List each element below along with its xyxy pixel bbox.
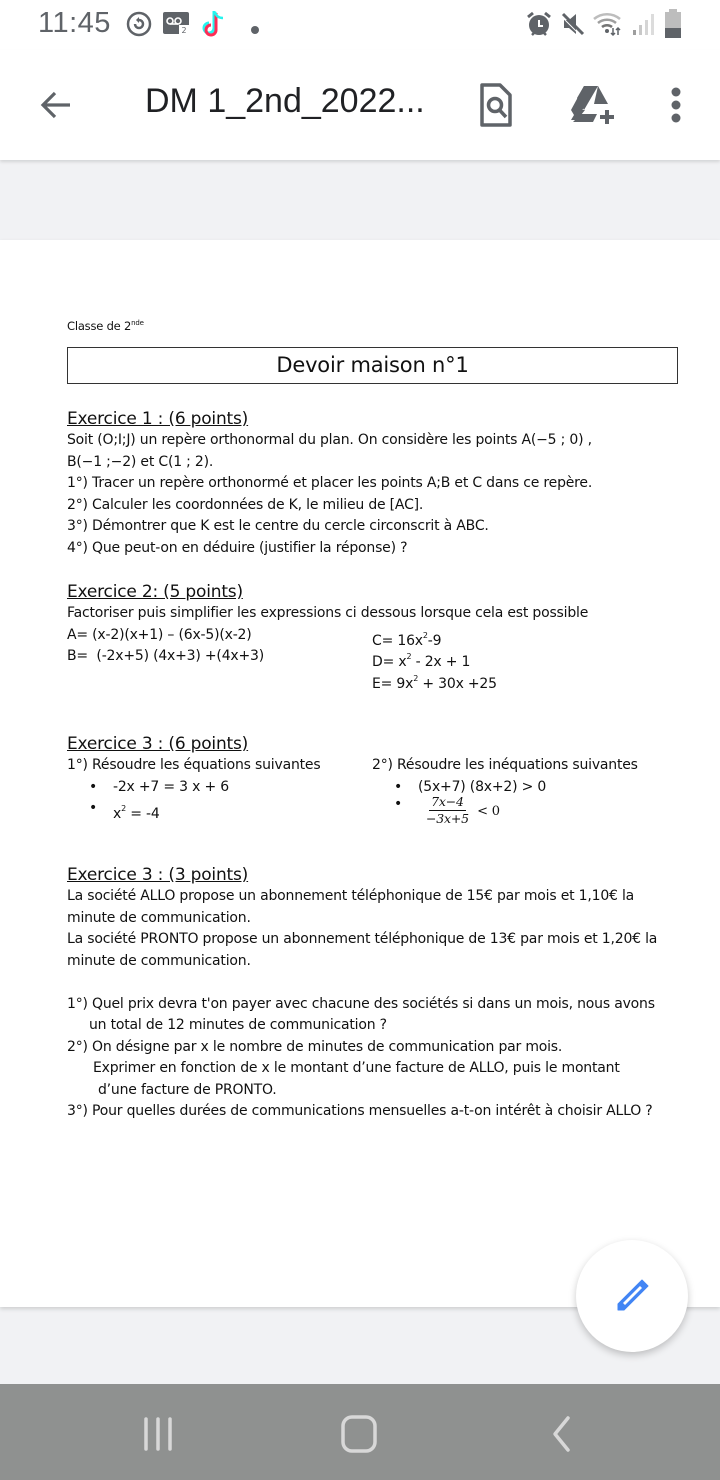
ex4-line: La société ALLO propose un abonnement téléphonique de 15€ par mois et 1,10€ la — [67, 888, 635, 904]
ex4-question-1: 1°) Quel prix devra t'on payer avec chacune des sociétés si dans un mois, nous avons — [67, 995, 655, 1012]
ex1-line: B(−1 ;−2) et C(1 ; 2). — [67, 453, 214, 470]
alarm-icon — [525, 10, 553, 42]
recent-apps-icon — [141, 1416, 175, 1452]
edit-fab-button[interactable] — [576, 1240, 688, 1352]
tiktok-icon — [200, 8, 226, 42]
arrow-back-icon — [38, 87, 74, 123]
exercise-4 — [67, 864, 679, 1123]
status-time: 11:45 — [38, 7, 111, 39]
app-bar — [0, 50, 720, 160]
equations-title: 1°) Résoudre les équations suivantes — [67, 757, 321, 773]
recent-apps-button[interactable] — [123, 1404, 193, 1464]
inequation-1: • (5x+7) (8x+2) > 0 — [372, 777, 546, 799]
ex2-intro: Factoriser puis simplifier les expressions ci dessous lorsque cela est possible — [67, 605, 589, 621]
ex4-question-2-cont: Exprimer en fonction de x le montant d’une facture de ALLO, puis le montant — [93, 1060, 620, 1076]
edit-pencil-icon — [612, 1276, 652, 1316]
home-icon — [340, 1414, 378, 1454]
ex4-question-2-cont: d’une facture de PRONTO. — [98, 1081, 277, 1098]
add-to-drive-button[interactable] — [565, 80, 621, 130]
document-page[interactable] — [0, 240, 720, 1307]
wifi-icon — [592, 11, 624, 41]
ex4-question-1-cont: un total de 12 minutes de communication ? — [89, 1017, 387, 1033]
ex4-line: minute de communication. — [67, 952, 251, 969]
inequation-2: • $\frac{7x-4}{-3x+5}$ < 0 — [372, 794, 500, 827]
ex1-line: Soit (O;I;J) un repère orthonormal du plan. On considère les points A(−5 ; 0) , — [67, 432, 592, 448]
drive-add-icon — [569, 84, 617, 126]
svg-text:2: 2 — [181, 26, 187, 35]
exercise-1 — [67, 408, 679, 559]
document-title: DM 1_2nd_2022... — [145, 82, 425, 120]
notification-dot-icon — [250, 20, 260, 39]
exercise-3-heading: Exercice 3 : (6 points) — [67, 734, 249, 754]
system-nav-bar — [0, 1384, 720, 1480]
find-in-file-button[interactable] — [472, 78, 520, 132]
exercise-1-heading: Exercice 1 : (6 points) — [67, 409, 249, 429]
class-label: Classe de 2nde — [67, 318, 144, 333]
find-in-file-icon — [479, 83, 513, 127]
exercise-2 — [67, 581, 679, 692]
equation-1: • -2x +7 = 3 x + 6 — [67, 779, 229, 795]
expression-d: $D= x^2 - 2x + 1$ — [372, 652, 471, 670]
expression-e: $E= 9x^2 + 30x +25$ — [372, 673, 497, 692]
back-button[interactable] — [28, 80, 84, 130]
expression-b: B= (-2x+5) (4x+3) +(4x+3) — [67, 648, 264, 664]
expression-c: $C= 16x^2-9$ — [372, 630, 442, 649]
ex1-question: 2°) Calculer les coordonnées de K, le milieu de [AC]. — [67, 496, 424, 513]
inequations-title: 2°) Résoudre les inéquations suivantes — [372, 757, 638, 773]
back-chevron-icon — [550, 1415, 574, 1453]
mute-icon — [560, 11, 586, 41]
back-nav-button[interactable] — [527, 1404, 597, 1464]
exercise-4-heading: Exercice 3 : (3 points) — [67, 865, 249, 885]
exercise-3 — [67, 733, 679, 832]
ex1-question: 3°) Démontrer que K est le centre du cercle circonscrit à ABC. — [67, 518, 489, 534]
signal-icon — [632, 12, 656, 40]
ex4-line: La société PRONTO propose un abonnement téléphonique de 13€ par mois et 1,20€ la — [67, 931, 658, 947]
expression-a: A= (x-2)(x+1) – (6x-5)(x-2) — [67, 626, 252, 643]
fraction: • $\frac{7x-4}{-3x+5}$ — [426, 794, 469, 826]
ex1-question: 1°) Tracer un repère orthonormé et placer les points A;B et C dans ce repère. — [67, 475, 593, 491]
ex4-question-3: 3°) Pour quelles durées de communications mensuelles a-t-on intérêt à choisir ALLO ? — [67, 1103, 653, 1119]
ex4-question-2: 2°) On désigne par x le nombre de minutes de communication par mois. — [67, 1038, 563, 1055]
more-options-button[interactable] — [656, 80, 696, 130]
exercise-2-heading: Exercice 2: (5 points) — [67, 582, 243, 602]
pdf-viewer[interactable] — [0, 160, 720, 1384]
status-bar — [0, 0, 720, 50]
ex4-line: minute de communication. — [67, 909, 251, 926]
voicemail-icon — [163, 12, 191, 40]
battery-icon — [664, 9, 682, 43]
home-button[interactable] — [324, 1404, 394, 1464]
ex1-question: 4°) Que peut-on en déduire (justifier la réponse) ? — [67, 539, 408, 556]
more-vert-icon — [670, 87, 682, 123]
equation-2: • $x^2 = -4$ — [67, 806, 160, 822]
document-heading: Devoir maison n°1 — [67, 347, 678, 384]
sync-icon — [125, 10, 153, 42]
